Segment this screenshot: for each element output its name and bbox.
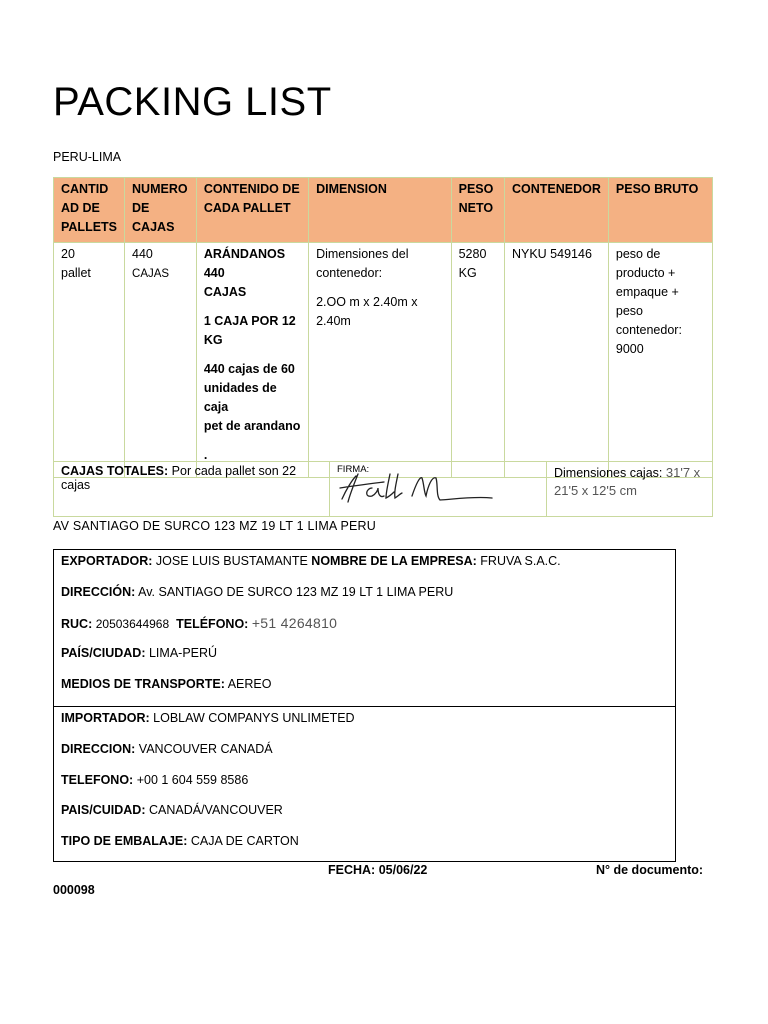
header-dimension: DIMENSION [309,178,452,243]
pais-value: LIMA-PERÚ [148,646,218,661]
cell-contenedor: NYKU 549146 [504,243,608,478]
dimensiones-cajas-label: Dimensiones cajas: [554,466,663,480]
ruc-value: 20503644968 [95,616,170,631]
exporter-line [61,552,668,583]
exportador-value: JOSE LUIS BUSTAMANTE [155,554,308,568]
document-number-label: N° de documento: [596,863,704,877]
header-contenido: CONTENIDO DE CADA PALLET [196,178,308,243]
header-contenedor: CONTENEDOR [504,178,608,243]
importer-pais-line [61,801,668,832]
contenido-product: ARÁNDANOS 440 CAJAS [203,247,286,299]
cell-cajas: 440 CAJAS [125,243,197,478]
signature-image [332,466,512,508]
dimension-value: 2.OO m x 2.40m x 2.40m [316,295,418,328]
header-cajas: NUMERO DE CAJAS [125,178,197,243]
exportador-label: EXPORTADOR: [61,554,153,568]
cell-peso-bruto: peso de producto + empaque + peso contenedor: 9000 [608,243,712,478]
cell-peso-neto: 5280 KG [451,243,504,478]
location-text: PERU-LIMA [53,150,122,164]
importer-direccion-line [61,740,668,771]
cell-contenido [196,243,308,478]
dimensiones-cajas-value-1: 31'7 x [665,465,701,480]
table-row [54,243,713,478]
importer-box [53,707,676,862]
dimensiones-cajas-value-2: 21'5 x 12'5 cm [554,483,638,498]
importer-telefono-value: +00 1 604 559 8586 [136,772,249,787]
importer-pais-label: PAIS/CUIDAD: [61,803,146,818]
exporter-box [53,549,676,707]
cajas-totales-label: CAJAS TOTALES: [61,464,169,478]
importer-direccion-label: DIRECCION: [61,741,136,756]
importer-telefono-line [61,771,668,802]
fecha-text: FECHA: 05/06/22 [328,863,428,877]
importador-value: LOBLAW COMPANYS UNLIMETED [153,711,355,725]
dimension-label: Dimensiones del contenedor: [316,247,409,280]
pais-label: PAÍS/CIUDAD: [61,646,146,661]
importer-pais-value: CANADÁ/VANCOUVER [148,803,283,818]
exporter-transporte-line [61,675,668,706]
ruc-label: RUC: [61,616,93,631]
transporte-label: MEDIOS DE TRANSPORTE: [61,677,225,692]
direccion-label: DIRECCIÓN: [61,584,136,599]
firma-label: FIRMA: [337,464,370,475]
exporter-direccion-line [61,583,668,614]
empresa-label: NOMBRE DE LA EMPRESA: [311,554,477,568]
embalaje-label: TIPO DE EMBALAJE: [61,834,188,849]
cell-dimension [309,243,452,478]
importer-direccion-value: VANCOUVER CANADÁ [138,741,273,756]
cajas-totales-value: Por cada pallet son 22 cajas [61,464,297,492]
transporte-value: AEREO [227,677,272,692]
page-title: PACKING LIST [53,80,332,124]
empresa-value: FRUVA S.A.C. [480,554,561,568]
packing-table [53,177,713,478]
contenido-units: 440 cajas de 60 unidades de caja pet de arandano [203,362,301,433]
direccion-value: Av. SANTIAGO DE SURCO 123 MZ 19 LT 1 LIMA PERU [138,584,454,599]
header-peso-neto: PESO NETO [451,178,504,243]
exporter-ruc-line [61,614,668,645]
telefono-label: TELÉFONO: [176,616,249,631]
table-header-row [54,178,713,243]
importer-telefono-label: TELEFONO: [61,772,134,787]
address-line: AV SANTIAGO DE SURCO 123 MZ 19 LT 1 LIMA PERU [53,519,376,533]
cajas-totales-cell [54,462,329,516]
exporter-pais-line [61,644,668,675]
header-peso-bruto: PESO BRUTO [608,178,712,243]
importer-embalaje-line [61,832,668,863]
document-number-value: 000098 [53,883,95,897]
dimensiones-cajas-cell [547,462,714,516]
contenido-dot: . [203,448,208,462]
header-pallets: CANTID AD DE PALLETS [54,178,125,243]
importer-line [61,709,668,740]
cell-pallets: 20 pallet [54,243,125,478]
telefono-value: +51 4264810 [251,614,338,631]
contenido-weight: 1 CAJA POR 12 KG [203,314,296,347]
embalaje-value: CAJA DE CARTON [190,834,299,849]
importador-label: IMPORTADOR: [61,711,150,725]
